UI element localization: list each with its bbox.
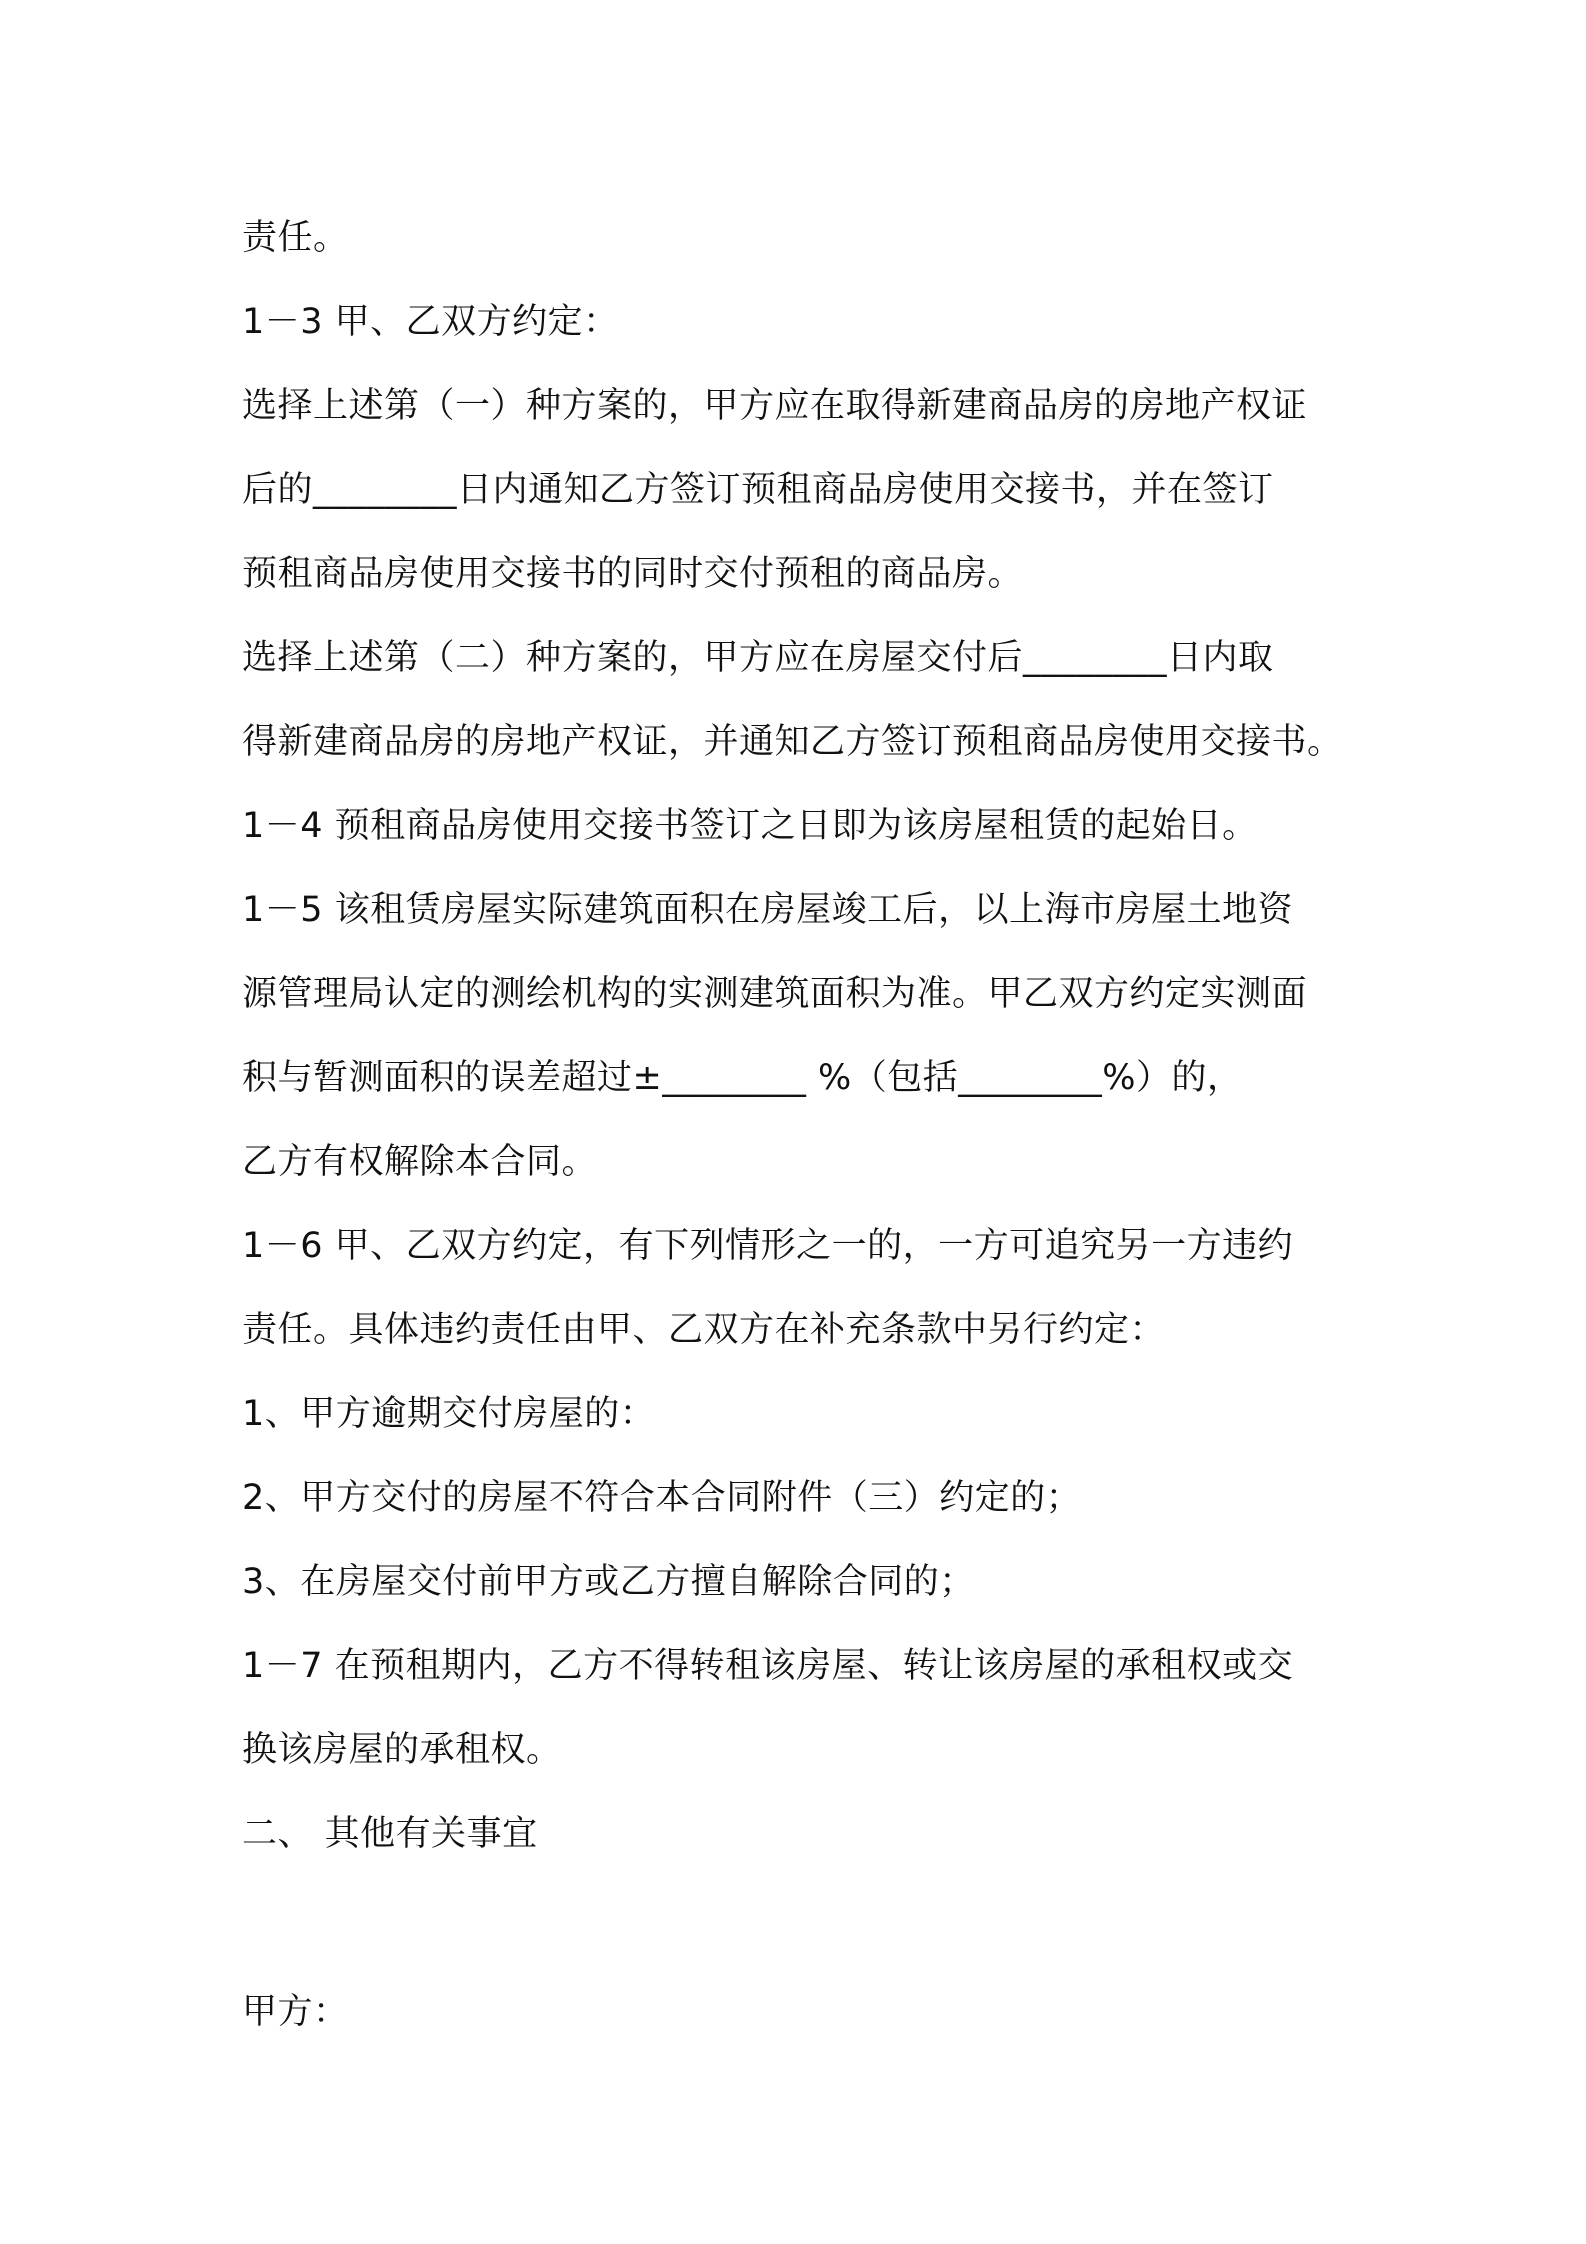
text-line: 源管理局认定的测绘机构的实测建筑面积为准。甲乙双方约定实测面 bbox=[242, 974, 1308, 1014]
list-item: 1、甲方逾期交付房屋的： bbox=[242, 1394, 656, 1434]
text-line: 选择上述第（二）种方案的，甲方应在房屋交付后________日内取 bbox=[242, 638, 1274, 678]
text-line: 得新建商品房的房地产权证，并通知乙方签订预租商品房使用交接书。 bbox=[242, 722, 1343, 762]
text-line: 责任。 bbox=[242, 218, 349, 258]
text-line: 选择上述第（一）种方案的，甲方应在取得新建商品房的房地产权证 bbox=[242, 386, 1308, 426]
spacer bbox=[242, 1876, 1392, 1970]
section-2-heading: 二、 其他有关事宜 bbox=[242, 1814, 538, 1854]
text-line: 积与暂测面积的误差超过±________ %（包括________%）的， bbox=[242, 1058, 1243, 1098]
text-line: 换该房屋的承租权。 bbox=[242, 1730, 562, 1770]
text-line: 乙方有权解除本合同。 bbox=[242, 1142, 598, 1182]
text-line: 后的________日内通知乙方签订预租商品房使用交接书，并在签订 bbox=[242, 470, 1274, 510]
clause-1-3-heading: 1－3 甲、乙双方约定： bbox=[242, 302, 619, 342]
text-line: 责任。具体违约责任由甲、乙双方在补充条款中另行约定： bbox=[242, 1310, 1166, 1350]
clause-1-7: 1－7 在预租期内，乙方不得转租该房屋、转让该房屋的承租权或交 bbox=[242, 1646, 1294, 1686]
list-item: 3、在房屋交付前甲方或乙方擅自解除合同的； bbox=[242, 1562, 975, 1602]
clause-1-6: 1－6 甲、乙双方约定，有下列情形之一的，一方可追究另一方违约 bbox=[242, 1226, 1294, 1266]
document-body bbox=[242, 196, 1392, 2054]
signature-label-party-a: 甲方： bbox=[242, 1992, 349, 2032]
clause-1-4: 1－4 预租商品房使用交接书签订之日即为该房屋租赁的起始日。 bbox=[242, 806, 1258, 846]
text-line: 预租商品房使用交接书的同时交付预租的商品房。 bbox=[242, 554, 1024, 594]
clause-1-5: 1－5 该租赁房屋实际建筑面积在房屋竣工后，以上海市房屋土地资 bbox=[242, 890, 1294, 930]
list-item: 2、甲方交付的房屋不符合本合同附件（三）约定的； bbox=[242, 1478, 1082, 1518]
